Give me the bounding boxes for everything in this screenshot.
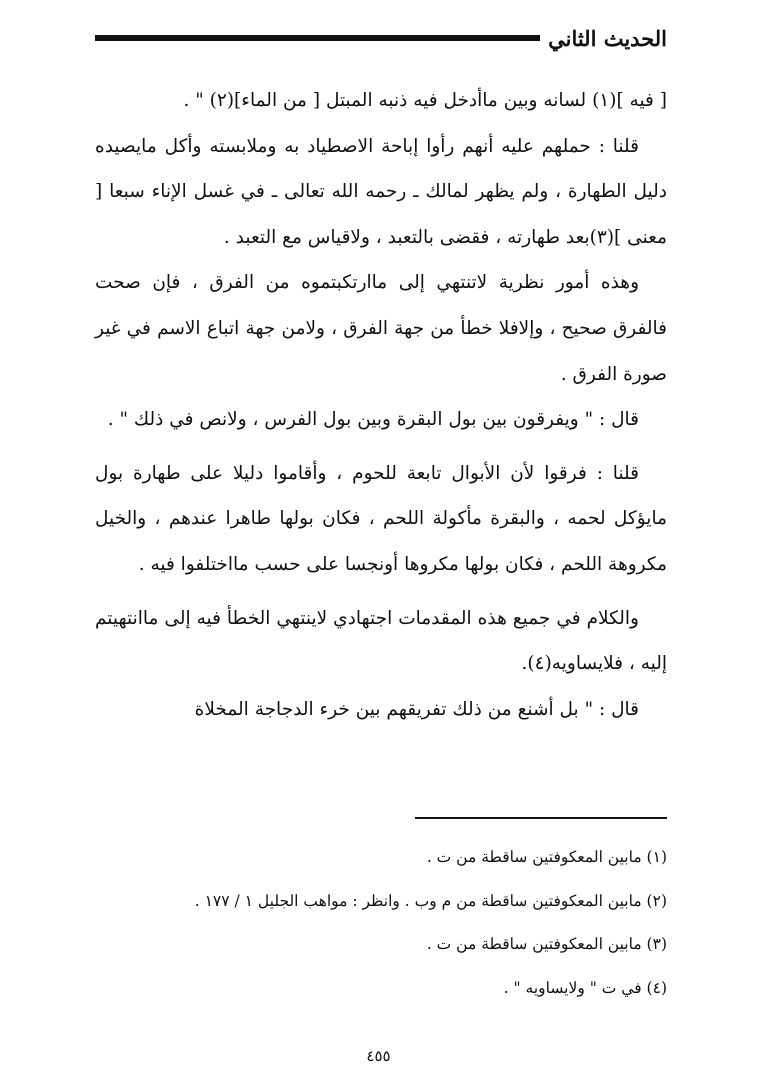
paragraph: والكلام في جميع هذه المقدمات اجتهادي لاينتهي الخطأ فيه إلى ماانتهيتم إليه ، فلايساويه(٤). (95, 607, 667, 675)
footnote-3: (٣) مابين المعكوفتين ساقطة من ت . (426, 935, 667, 953)
paragraph: وهذه أمور نظرية لاتنتهي إلى ماارتكبتموه من الفرق ، فإن صحت فالفرق صحيح ، وإلافلا خطأ من جهة الفرق ، ولامن جهة اتباع الاسم في غير صورة الفرق . (95, 272, 667, 385)
running-header (95, 18, 667, 58)
header-rule (95, 35, 540, 41)
footnote-4: (٤) في ت " ولايساويه " . (503, 978, 667, 997)
paragraph: قال : " بل أشنع من ذلك تفريقهم بين خرء الدجاجة المخلاة (194, 698, 639, 720)
paragraph: قلنا : حملهم عليه أنهم رأوا إباحة الاصطياد به وملابسته وأكل مايصيده دليل الطهارة ، ولم يظهر لمالك ـ رحمه الله تعالى ـ في غسل الإناء سبعا [ معنى ](٣)بعد طهارته ، فقضى بالتعبد ، ولاقياس مع التعبد . (95, 135, 667, 248)
paragraph: [ فيه ](١) لسانه وبين ماأدخل فيه ذنبه المبتل [ من الماء](٢) " . (183, 90, 667, 111)
paragraph: قال : " ويفرقون بين بول البقرة وبين بول الفرس ، ولانص في ذلك " . (107, 409, 639, 431)
footnotes (95, 836, 667, 1010)
footnote-separator (415, 817, 667, 819)
page-number: ٤٥٥ (366, 1047, 391, 1065)
footnote-2: (٢) مابين المعكوفتين ساقطة من م وب . وانظر : مواهب الجليل ١ / ١٧٧ . (194, 891, 667, 910)
body-text (95, 78, 667, 732)
footnote-1: (١) مابين المعكوفتين ساقطة من ت . (426, 848, 667, 866)
running-header-title: الحديث الثاني (548, 25, 667, 51)
paragraph: قلنا : فرقوا لأن الأبوال تابعة للحوم ، وأقاموا دليلا على طهارة بول مايؤكل لحمه ، والبقرة مأكولة اللحم ، فكان بولها طاهرا عندهم ، والخيل مكروهة اللحم ، فكان بولها مكروها أونجسا على حسب مااختلفوا فيه . (95, 462, 667, 575)
